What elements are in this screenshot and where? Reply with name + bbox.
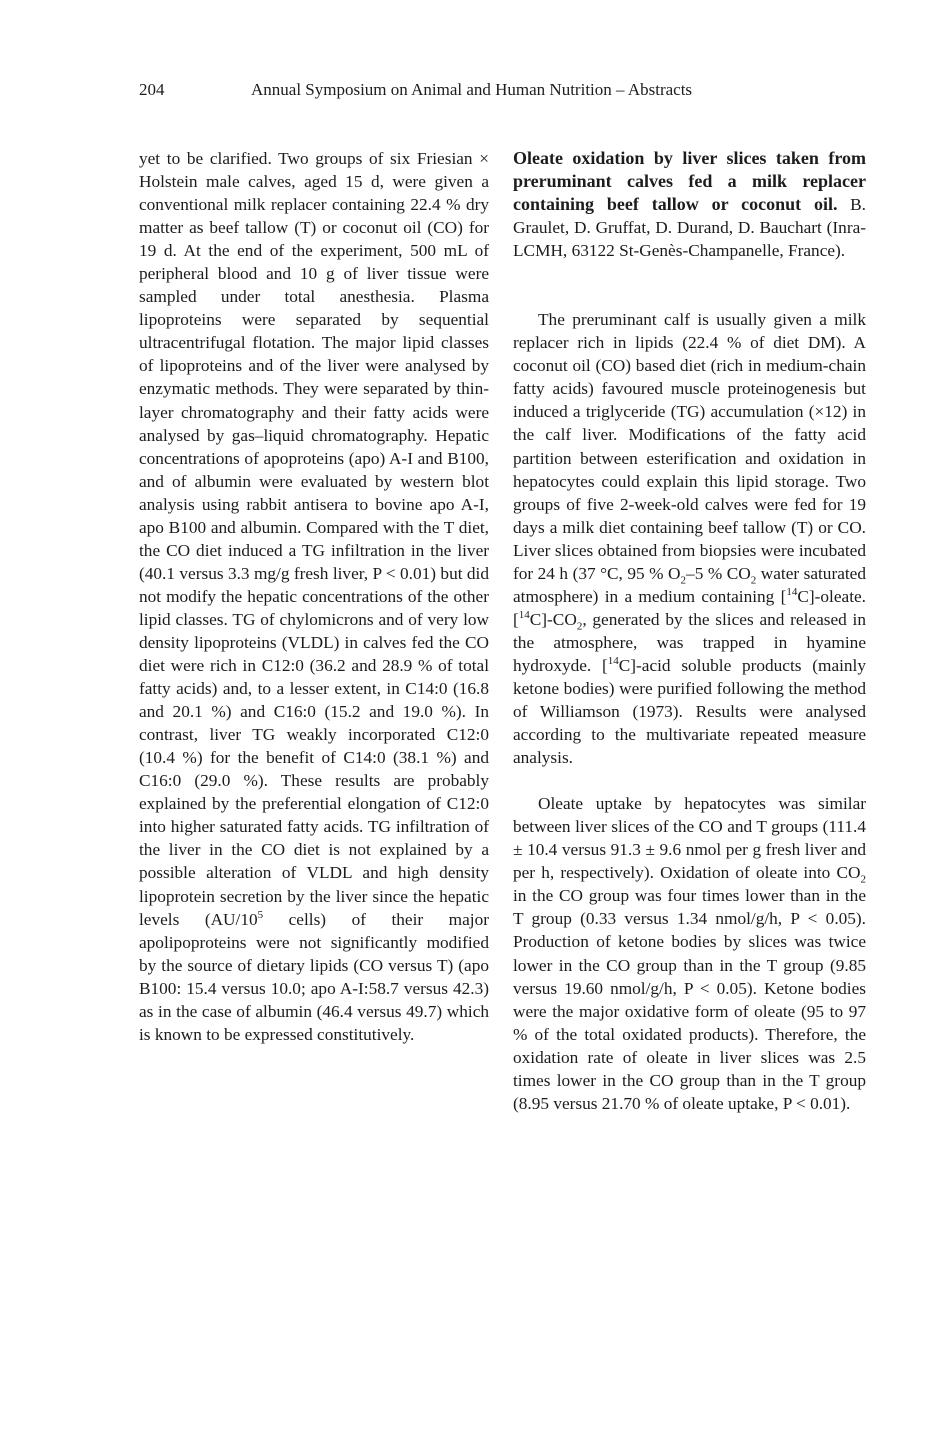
left-column bbox=[139, 147, 489, 1046]
abstract-paragraph-1: The preruminant calf is usually given a milk replacer rich in lipids (22.4 % of diet DM). A coconut oil (CO) based diet (rich in medium-chain fatty acids) favoured muscle proteinogenesis but induced a triglyceride (TG) accumulation (×12) in the calf liver. Modifications of the fatty acid partition between esterification and oxidation in hepatocytes could explain this lipid storage. Two groups of five 2-week-old calves were fed for 19 days a milk diet containing beef tallow (T) or CO. Liver slices obtained from biopsies were incubated for 24 h (37 °C, 95 % $O_2-5$ % $CO_2$ water saturated atmosphere) in a medium containing [$^{14}$C]-oleate. $[^{14}C]-CO_2$, generated by the slices and released in the atmosphere, was trapped in hyamine hydroxyde. [$^{14}$C]-acid soluble products (mainly ketone bodies) were purified following the method of Williamson (1973). Results were analysed according to the multivariate repeated measure analysis. bbox=[513, 310, 867, 768]
abstract-heading bbox=[513, 147, 866, 262]
abstract-paragraph-2: Oleate uptake by hepatocytes was similar between liver slices of the CO and T groups (111.4 ± 10.4 versus 91.3 ± 9.6 nmol per g fresh liver and per h, respectively). Oxidation of oleate into $CO_2$ in the CO group was four times lower than in the T group (0.33 versus 1.34 nmol/g/h, P < 0.05). Production of ketone bodies by slices was twice lower in the CO group than in the T group (9.85 versus 19.60 nmol/g/h, P < 0.05). Ketone bodies were the major oxidative form of oleate (95 to 97 % of the total oxidated products). Therefore, the oxidation rate of oleate in liver slices was 2.5 times lower in the CO group than in the T group (8.95 versus 21.70 % of oleate uptake, P < 0.01). bbox=[513, 794, 866, 1113]
abstract-title: Oleate oxidation by liver slices taken from preruminant calves fed a milk replacer containing beef tallow or coconut oil. bbox=[513, 148, 866, 215]
abstract-continuation: yet to be clarified. Two groups of six Friesian × Holstein male calves, aged 15 d, were given a conventional milk replacer containing 22.4 % dry matter as beef tallow (T) or coconut oil (CO) for 19 d. At the end of the experiment, 500 mL of peripheral blood and 10 g of liver tissue were sampled under total anesthesia. Plasma lipoproteins were separated by sequential ultracentrifugal flotation. The major lipid classes of lipoproteins and of the liver were analysed by enzymatic methods. They were separated by thin-layer chromatography and their fatty acids were analysed by gas–liquid chromatography. Hepatic concentrations of apoproteins (apo) A-I and B100, and of albumin were evaluated by western blot analysis using rabbit antisera to bovine apo A-I, apo B100 and albumin. Compared with the T diet, the CO diet induced a TG infiltration in the liver (40.1 versus 3.3 mg/g fresh liver, P < 0.01) but did not modify the hepatic concentrations of the other lipid classes. TG of chylomicrons and of very low density lipoproteins (VLDL) in calves fed the CO diet were rich in C12:0 (36.2 and 28.9 % of total fatty acids) and, to a lesser extent, in C14:0 (16.8 and 20.1 %) and C16:0 (15.2 and 19.0 %). In contrast, liver TG weakly incorporated C12:0 (10.4 %) for the benefit of C14:0 (38.1 %) and C16:0 (29.0 %). These results are probably explained by the preferential elongation of C12:0 into higher saturated fatty acids. TG infiltration of the liver in the CO diet is not explained by a possible alteration of VLDL and high density lipoprotein secretion by the liver since the hepatic levels ($AU/10^5$ cells) of their major apolipoproteins were not significantly modified by the source of dietary lipids (CO versus T) (apo B100: 15.4 versus 10.0; apo A-I:58.7 versus 42.3) as in the case of albumin (46.4 versus 49.7) which is known to be expressed constitutively. bbox=[139, 149, 489, 1044]
running-title: Annual Symposium on Animal and Human Nutrition – Abstracts bbox=[251, 80, 693, 99]
page-number: 204 bbox=[139, 80, 165, 99]
abstract-authors: B. Graulet, D. Gruffat, D. Durand, D. Bauchart (Inra-LCMH, 63122 St-Genès-Champanelle, France). bbox=[513, 195, 866, 261]
right-column bbox=[513, 147, 866, 1115]
